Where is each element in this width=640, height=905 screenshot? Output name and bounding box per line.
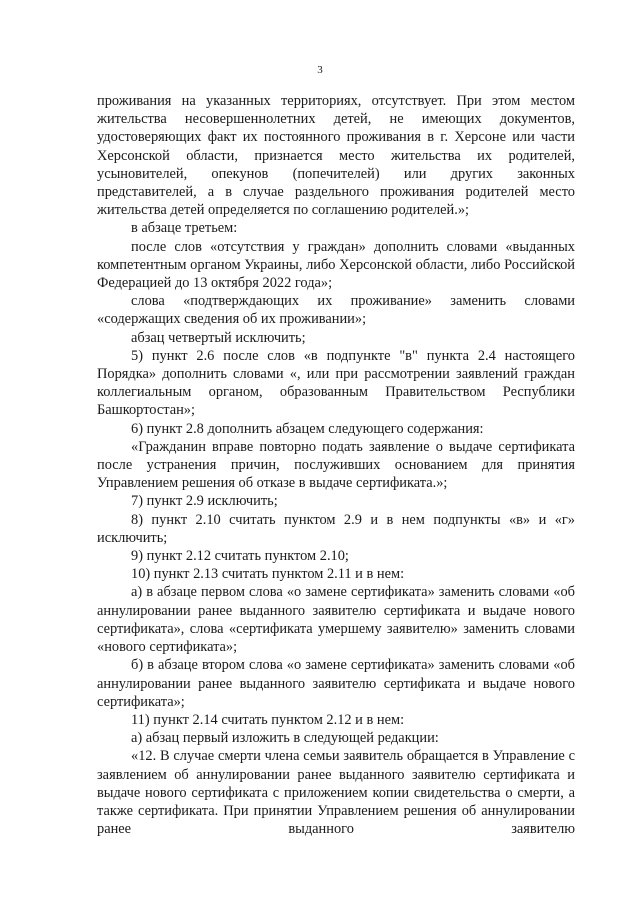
paragraph: б) в абзаце втором слова «о замене сертификата» заменить словами «об аннулировании ранее выданного заявителю сертификата и выдаче нового сертификата»; xyxy=(97,657,575,710)
paragraph: 9) пункт 2.12 считать пунктом 2.10; xyxy=(131,548,349,565)
paragraph: в абзаце третьем: xyxy=(131,220,238,237)
paragraph: 6) пункт 2.8 дополнить абзацем следующего содержания: xyxy=(131,420,484,437)
paragraph: абзац четвертый исключить; xyxy=(131,329,306,346)
paragraph: 10) пункт 2.13 считать пунктом 2.11 и в нем: xyxy=(131,566,405,583)
paragraph: после слов «отсутствия у граждан» дополнить словами «выданных компетентным органом Украины, либо Херсонской области, либо Российской Федерацией до 13 октября 2022 года»; xyxy=(97,238,575,292)
page-number: 3 xyxy=(317,64,323,76)
paragraph: 8) пункт 2.10 считать пунктом 2.9 и в нем подпункты «в» и «г» исключить; xyxy=(97,511,575,546)
paragraph: 5) пункт 2.6 после слов «в подпункте "в" пункта 2.4 настоящего Порядка» дополнить словами «, или при рассмотрении заявлений граждан коллегиальным органом, образованным Правительством Республики Башкортостан»; xyxy=(97,347,575,419)
paragraph: а) в абзаце первом слова «о замене сертификата» заменить словами «об аннулировании ранее выданного заявителю сертификата и выдаче нового сертификата», слова «сертификата умершему заявителю» заменить словами «нового сертификата»; xyxy=(97,584,575,656)
paragraph: слова «подтверждающих их проживание» заменить словами «содержащих сведения об их проживании»; xyxy=(97,293,575,328)
paragraph: 7) пункт 2.9 исключить; xyxy=(131,493,278,510)
paragraph: «Гражданин вправе повторно подать заявление о выдаче сертификата после устранения причин, послуживших основанием для принятия Управлением решения об отказе в выдаче сертификата.»; xyxy=(97,438,575,492)
paragraph: «12. В случае смерти члена семьи заявитель обращается в Управление с заявлением об аннулировании ранее выданного заявителю сертификата и выдаче нового сертификата с приложением копии свидетельства о смерти, а также сертификата. При принятии Управлением решения об аннулировании ранее выданного заявителю xyxy=(97,748,575,838)
paragraph: 11) пункт 2.14 считать пунктом 2.12 и в нем: xyxy=(131,711,405,728)
paragraph: проживания на указанных территориях, отсутствует. При этом местом жительства несовершеннолетних детей, не имеющих документов, удостоверяющих факт их постоянного проживания в г. Херсоне или части Херсонской области, признается место жительства их родителей, усыновителей, опекунов (попечителей) или других законных представителей, а в случае раздельного проживания родителей место жительства детей определяется по соглашению родителей.»; xyxy=(97,93,575,219)
document-body xyxy=(97,92,575,838)
paragraph: а) абзац первый изложить в следующей редакции: xyxy=(131,730,439,747)
